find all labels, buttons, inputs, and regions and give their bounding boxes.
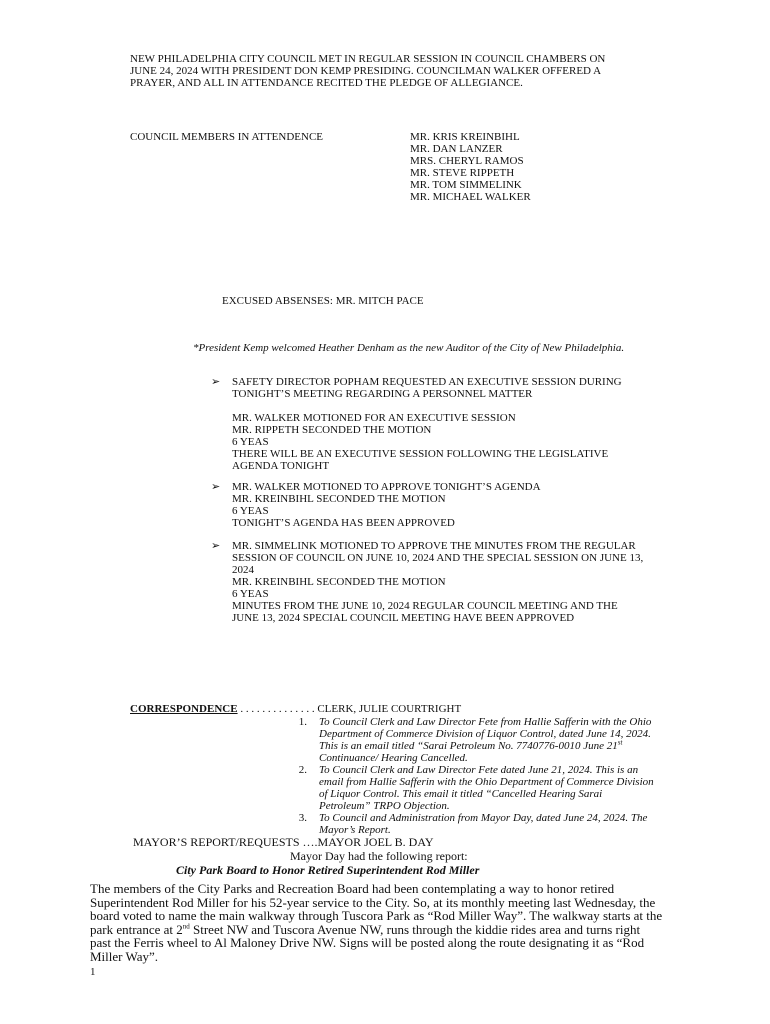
mayor-report-heading: MAYOR’S REPORT/REQUESTS ….MAYOR JOEL B. DAY [133, 835, 434, 849]
motion-line: MR. KREINBIHL SECONDED THE MOTION [232, 493, 446, 505]
motion-line: AGENDA TONIGHT [232, 460, 330, 472]
ordinal-suffix: nd [182, 922, 190, 931]
motion-line: MR. RIPPETH SECONDED THE MOTION [232, 424, 432, 436]
motion-line: SESSION OF COUNCIL ON JUNE 10, 2024 AND THE SPECIAL SESSION ON JUNE 13, [232, 552, 644, 564]
paragraph-line: past the Ferris wheel to Al Maloney Drive NW. Signs will be posted along the route designating it as “Rod [90, 935, 645, 950]
item-line: To Council Clerk and Law Director Fete dated June 21, 2024. This is an [319, 764, 639, 776]
item-line-with-sup [319, 740, 651, 752]
item-number: 2. [298, 764, 307, 776]
motion-line: TONIGHT’S MEETING REGARDING A PERSONNEL MATTER [232, 388, 533, 400]
paragraph-text: park entrance at 2 [90, 921, 183, 937]
item-line: This is an email titled “Sarai Petroleum No. 7740776-0010 June 21 [319, 740, 618, 752]
motion-line: TONIGHT’S AGENDA HAS BEEN APPROVED [232, 517, 455, 529]
motion-line: MINUTES FROM THE JUNE 10, 2024 REGULAR COUNCIL MEETING AND THE [232, 600, 618, 612]
correspondence-title: CORRESPONDENCE [130, 703, 238, 715]
attendance-label: COUNCIL MEMBERS IN ATTENDENCE [130, 131, 324, 143]
paragraph-line: Superintendent Rod Miller for his 52-year service to the City. So, at its monthly meeting last Wednesday, the [90, 894, 656, 910]
correspondence-clerk: . . . . . . . . . . . . . . CLERK, JULIE COURTRIGHT [237, 703, 462, 715]
member-name: MR. TOM SIMMELINK [410, 179, 522, 191]
motion-line: 6 YEAS [232, 436, 269, 448]
motion-line: 6 YEAS [232, 588, 269, 600]
motion-line: MR. KREINBIHL SECONDED THE MOTION [232, 576, 446, 588]
correspondence-item [319, 764, 654, 812]
intro-line: JUNE 24, 2024 WITH PRESIDENT DON KEMP PRESIDING. COUNCILMAN WALKER OFFERED A [130, 65, 602, 77]
motion-line: MR. SIMMELINK MOTIONED TO APPROVE THE MINUTES FROM THE REGULAR [232, 540, 636, 552]
item-number: 1. [298, 716, 307, 728]
motion-item [232, 376, 622, 472]
item-line: Mayor’s Report. [319, 824, 391, 836]
mayor-report-intro: Mayor Day had the following report: [290, 849, 468, 863]
intro-paragraph [130, 53, 605, 89]
item-line: To Council and Administration from Mayor Day, dated June 24, 2024. The [319, 812, 648, 824]
motion-item [232, 540, 643, 624]
report-subheading: City Park Board to Honor Retired Superintendent Rod Miller [176, 863, 480, 877]
member-name: MR. KRIS KREINBIHL [410, 131, 520, 143]
correspondence-item [319, 812, 647, 836]
page-number: 1 [90, 966, 96, 978]
item-line: email from Hallie Safferin with the Ohio Department of Commerce Division [319, 776, 654, 788]
member-name: MR. MICHAEL WALKER [410, 191, 531, 203]
motion-line: 6 YEAS [232, 505, 269, 517]
bullet-arrow-icon: ➢ [211, 375, 221, 388]
item-line: To Council Clerk and Law Director Fete from Hallie Safferin with the Ohio [319, 716, 652, 728]
paragraph-line [90, 923, 662, 937]
attendance-members [410, 131, 531, 203]
correspondence-heading [130, 703, 461, 715]
motion-line: SAFETY DIRECTOR POPHAM REQUESTED AN EXECUTIVE SESSION DURING [232, 376, 622, 388]
report-paragraph [90, 882, 662, 963]
bullet-arrow-icon: ➢ [211, 480, 221, 493]
motion-line: MR. WALKER MOTIONED TO APPROVE TONIGHT’S AGENDA [232, 481, 541, 493]
item-line: of Liquor Control. This email it titled “Cancelled Hearing Sarai [319, 788, 603, 800]
correspondence-item [319, 716, 651, 764]
motion-line: THERE WILL BE AN EXECUTIVE SESSION FOLLOWING THE LEGISLATIVE [232, 448, 609, 460]
paragraph-text: Street NW and Tuscora Avenue NW, runs through the kiddie rides area and turns right [189, 921, 641, 937]
bullet-arrow-icon: ➢ [211, 539, 221, 552]
motion-line: MR. WALKER MOTIONED FOR AN EXECUTIVE SESSION [232, 412, 516, 424]
excused-absences: EXCUSED ABSENSES: MR. MITCH PACE [222, 295, 424, 307]
member-name: MR. DAN LANZER [410, 143, 503, 155]
motion-line [232, 400, 622, 412]
paragraph-line: The members of the City Parks and Recreation Board had been contemplating a way to honor retired [90, 881, 615, 896]
ordinal-suffix: st [617, 738, 623, 747]
paragraph-line: board voted to name the main walkway through Tuscora Park as “Rod Miller Way”. The walkway starts at the [90, 908, 663, 923]
welcome-note: *President Kemp welcomed Heather Denham as the new Auditor of the City of New Philadelphia. [193, 342, 625, 354]
member-name: MR. STEVE RIPPETH [410, 167, 515, 179]
item-line: Continuance/ Hearing Cancelled. [319, 752, 468, 764]
item-line: Department of Commerce Division of Liquor Control, dated June 14, 2024. [319, 728, 651, 740]
item-number: 3. [298, 812, 307, 824]
motion-line: 2024 [232, 564, 254, 576]
item-line: Petroleum” TRPO Objection. [319, 800, 450, 812]
intro-line: PRAYER, AND ALL IN ATTENDANCE RECITED THE PLEDGE OF ALLEGIANCE. [130, 77, 523, 89]
motion-line: JUNE 13, 2024 SPECIAL COUNCIL MEETING HAVE BEEN APPROVED [232, 612, 575, 624]
paragraph-line: Miller Way”. [90, 948, 159, 964]
motion-item [232, 481, 541, 529]
intro-line: NEW PHILADELPHIA CITY COUNCIL MET IN REGULAR SESSION IN COUNCIL CHAMBERS ON [130, 53, 606, 65]
member-name: MRS. CHERYL RAMOS [410, 155, 524, 167]
